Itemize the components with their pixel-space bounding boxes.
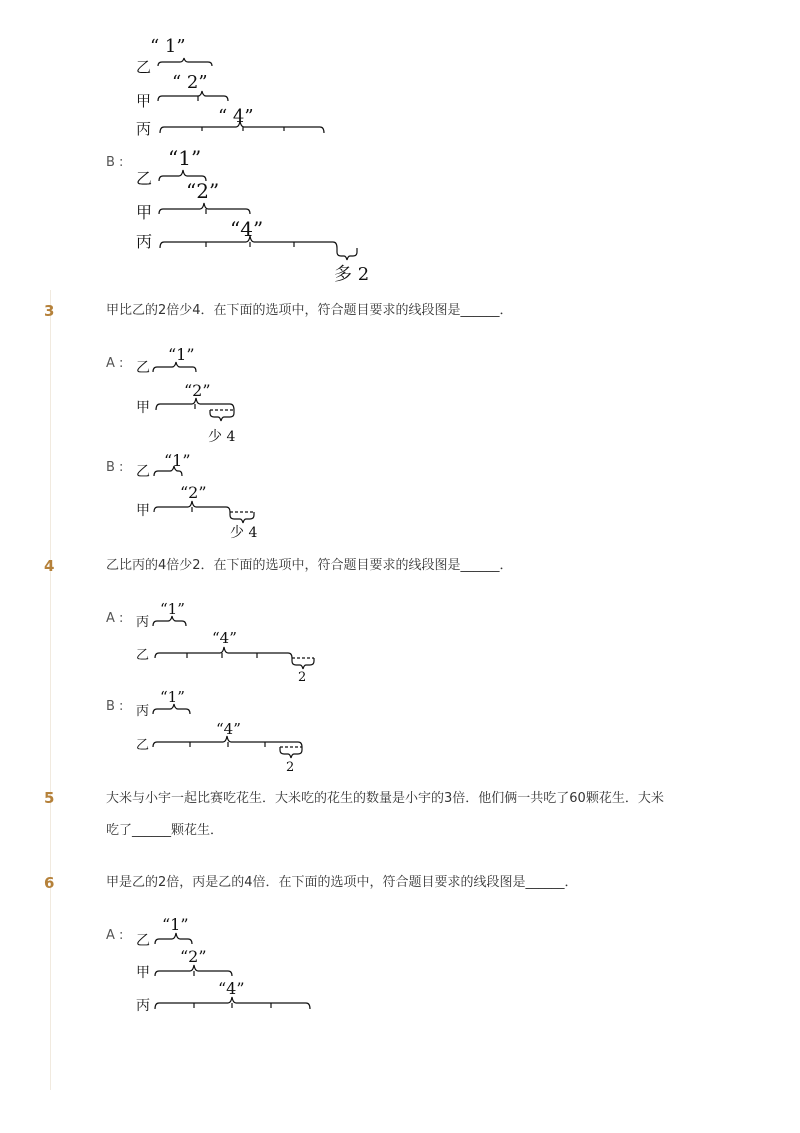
brace-extra xyxy=(210,410,234,421)
label-jia: 甲 xyxy=(136,92,152,110)
q2-option-b-diagram xyxy=(136,146,369,285)
brace-extra xyxy=(292,658,314,669)
brace-jia xyxy=(159,203,250,214)
quote-four: “4” xyxy=(212,629,237,647)
quote-four: “4” xyxy=(216,720,241,738)
q2-option-a-diagram xyxy=(136,36,324,138)
quote-two: “ 2” xyxy=(172,72,208,93)
question-number-5: 5 xyxy=(44,789,55,807)
brace-yi xyxy=(158,58,212,66)
question-text-5-line1: 大米与小宇一起比赛吃花生．大米吃的花生的数量是小宇的3倍．他们俩一共吃了60颗花生．大米 xyxy=(106,791,664,806)
brace-yi xyxy=(155,933,192,944)
quote-one: “1” xyxy=(162,915,189,934)
extra-label: 2 xyxy=(298,670,307,685)
quote-four: “4” xyxy=(218,979,245,998)
label-bing: 丙 xyxy=(136,615,150,630)
q2-option-b-label: B : xyxy=(106,155,124,170)
quote-two: “2” xyxy=(180,483,207,502)
label-yi: 乙 xyxy=(136,464,150,480)
brace-yi xyxy=(155,647,292,658)
quote-one: “1” xyxy=(168,345,195,364)
question-text-4: 乙比丙的4倍少2．在下面的选项中，符合题目要求的线段图是______． xyxy=(106,558,513,573)
question-text-5-line2: 吃了______颗花生． xyxy=(106,823,224,838)
label-yi: 乙 xyxy=(136,169,153,188)
brace-extra xyxy=(280,747,302,758)
label-yi: 乙 xyxy=(136,738,150,753)
quote-one: “ 1” xyxy=(150,36,186,57)
extra-label: 少 4 xyxy=(230,525,258,541)
label-bing: 丙 xyxy=(136,704,150,719)
q3-option-a-diagram xyxy=(136,345,235,445)
label-jia: 甲 xyxy=(136,203,153,222)
quote-one: “1” xyxy=(164,451,191,470)
label-yi: 乙 xyxy=(136,58,152,76)
quote-four: “4” xyxy=(230,217,264,241)
question-text-6: 甲是乙的2倍，丙是乙的4倍．在下面的选项中，符合题目要求的线段图是______． xyxy=(106,875,578,890)
q3-option-a-label: A : xyxy=(106,356,124,371)
quote-one: “1” xyxy=(160,600,185,618)
quote-two: “2” xyxy=(180,947,207,966)
q4-option-a-label: A : xyxy=(106,611,124,626)
quote-one: “1” xyxy=(160,688,185,706)
label-jia: 甲 xyxy=(136,503,150,519)
question-number-4: 4 xyxy=(44,557,55,575)
q3-option-b-diagram xyxy=(136,451,257,541)
q4-option-b-label: B : xyxy=(106,699,124,714)
label-jia: 甲 xyxy=(136,400,150,416)
brace-extra xyxy=(230,512,254,523)
label-yi: 乙 xyxy=(136,648,150,663)
q6-option-a-diagram xyxy=(136,915,310,1014)
quote-one: “1” xyxy=(168,146,202,170)
brace-extra xyxy=(337,248,357,260)
q6-option-a-label: A : xyxy=(106,928,124,943)
label-yi: 乙 xyxy=(136,360,150,376)
extra-label: 2 xyxy=(286,760,295,775)
q3-option-b-label: B : xyxy=(106,460,124,475)
question-text-3: 甲比乙的2倍少4．在下面的选项中，符合题目要求的线段图是______． xyxy=(106,303,513,318)
label-bing: 丙 xyxy=(136,232,153,251)
label-bing: 丙 xyxy=(136,998,150,1014)
extra-label: 多 2 xyxy=(334,264,370,285)
label-jia: 甲 xyxy=(136,965,150,981)
question-number-6: 6 xyxy=(44,874,55,892)
label-yi: 乙 xyxy=(136,933,150,949)
quote-two: “2” xyxy=(184,381,211,400)
extra-label: 少 4 xyxy=(208,429,236,445)
quote-four: “ 4” xyxy=(218,106,254,127)
q4-option-b-diagram xyxy=(136,688,302,775)
q4-option-a-diagram xyxy=(136,600,314,685)
label-bing: 丙 xyxy=(136,120,152,138)
question-number-3: 3 xyxy=(44,302,55,320)
quote-two: “2” xyxy=(186,179,220,203)
